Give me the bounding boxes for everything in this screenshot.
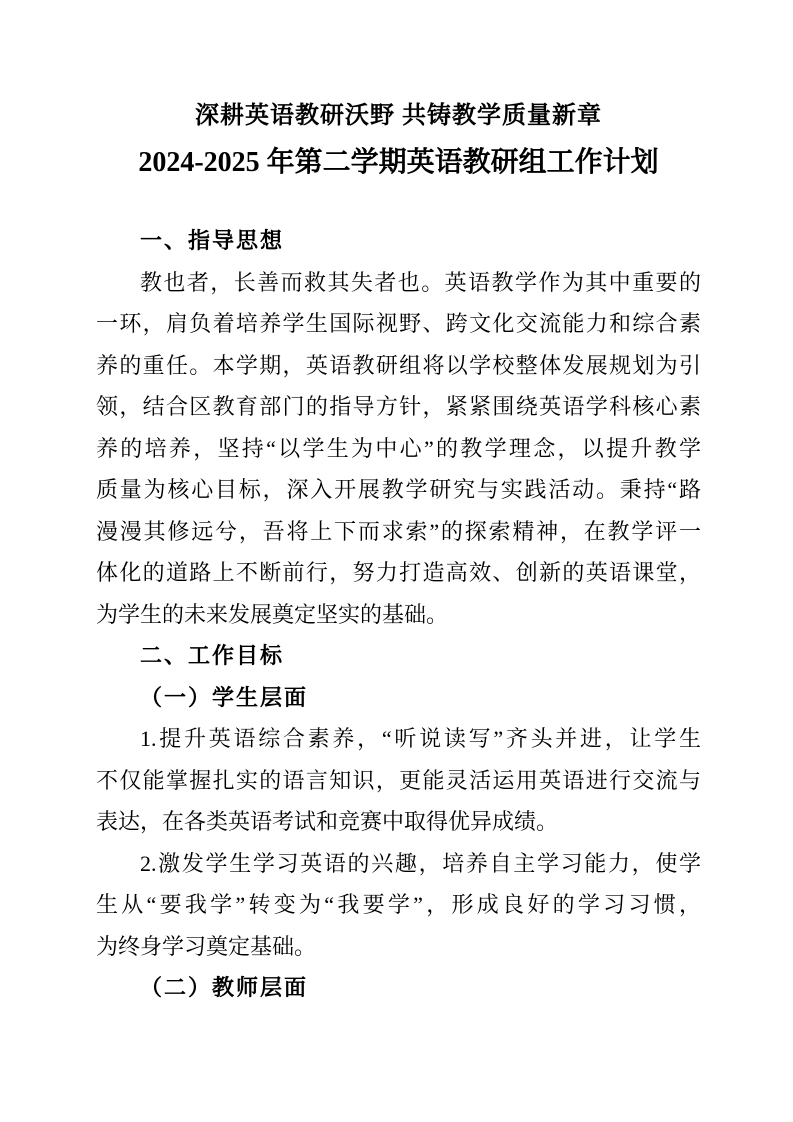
subsection-heading-teachers: （二）教师层面 <box>140 975 309 1000</box>
list-item-line: 为终身学习奠定基础。 <box>96 933 317 959</box>
list-item-line: 生从“要我学”转变为“我要学”，形成良好的学习习惯， <box>96 892 701 917</box>
section-heading-2: 二、工作目标 <box>140 643 285 668</box>
section-heading-1: 一、指导思想 <box>140 228 285 253</box>
subsection-heading-students: （一）学生层面 <box>140 684 309 710</box>
paragraph-line: 质量为核心目标，深入开展教学研究与实践活动。秉持“路 <box>96 477 701 502</box>
document-title: 2024-2025 年第二学期英语教研组工作计划 <box>138 147 659 178</box>
paragraph-line: 教也者，长善而救其失者也。英语教学作为其中重要的 <box>140 269 701 295</box>
paragraph-line: 一环，肩负着培养学生国际视野、跨文化交流能力和综合素 <box>96 311 701 336</box>
paragraph-line: 漫漫其修远兮，吾将上下而求索”的探索精神，在教学评一 <box>96 518 701 544</box>
list-item-line: 1.提升英语综合素养，“听说读写”齐头并进，让学生 <box>140 726 701 751</box>
list-item-line: 不仅能掌握扎实的语言知识，更能灵活运用英语进行交流与 <box>96 767 701 793</box>
document-body <box>96 220 701 1009</box>
document-subtitle: 深耕英语教研沃野 共铸教学质量新章 <box>195 103 602 129</box>
paragraph-line: 养的培养，坚持“以学生为中心”的教学理念，以提升教学 <box>96 435 701 461</box>
paragraph-line: 养的重任。本学期，英语教研组将以学校整体发展规划为引 <box>96 352 701 378</box>
paragraph-line: 领，结合区教育部门的指导方针，紧紧围绕英语学科核心素 <box>96 394 701 419</box>
paragraph-line: 体化的道路上不断前行，努力打造高效、创新的英语课堂， <box>96 560 701 585</box>
list-item-line: 表达，在各类英语考试和竞赛中取得优异成绩。 <box>96 809 559 834</box>
paragraph-line: 为学生的未来发展奠定坚实的基础。 <box>96 601 449 627</box>
list-item-line: 2.激发学生学习英语的兴趣，培养自主学习能力，使学 <box>140 850 701 876</box>
